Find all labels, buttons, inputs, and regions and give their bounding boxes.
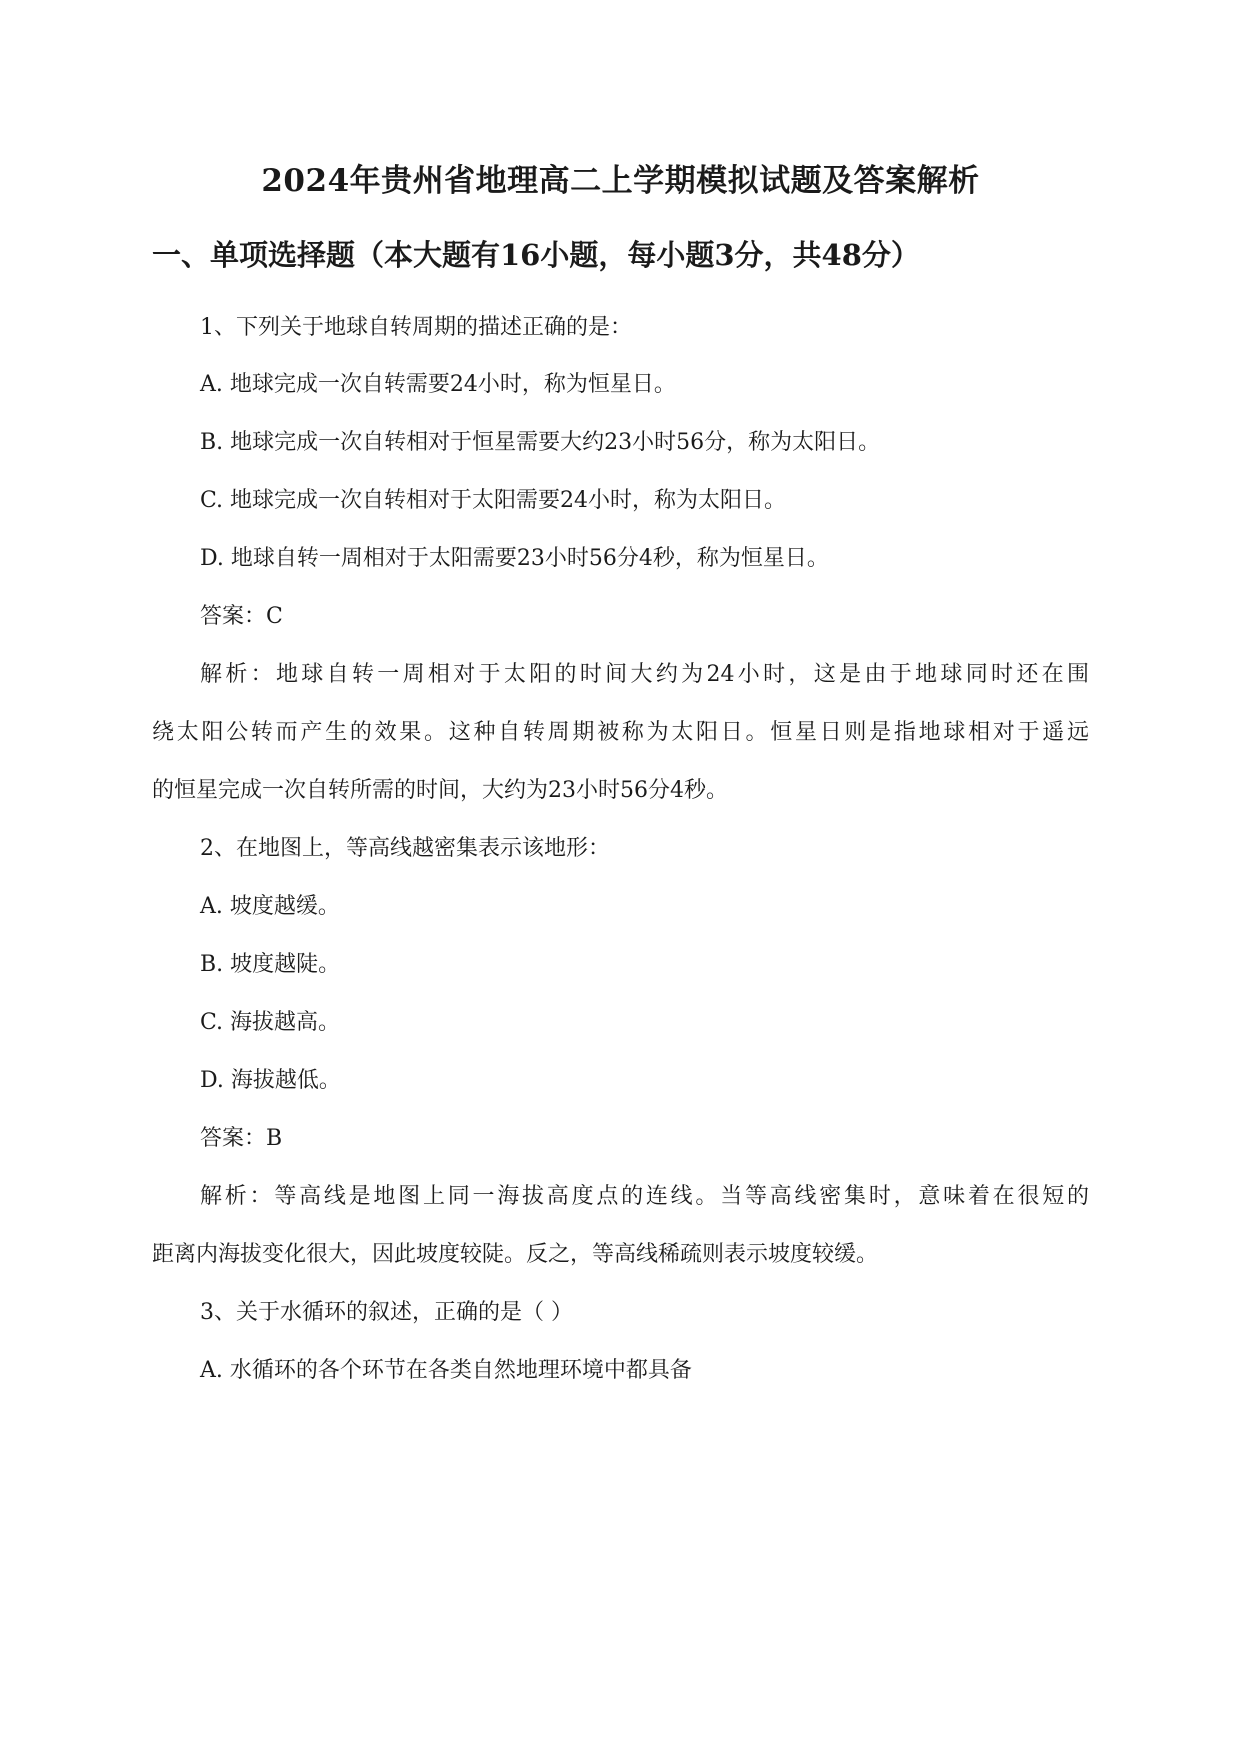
question-1-explanation-line-1: 解析：地球自转一周相对于太阳的时间大约为24小时，这是由于地球同时还在围: [200, 662, 1089, 687]
question-3-stem: 3、关于水循环的叙述，正确的是（ ）: [200, 1300, 573, 1325]
question-1-stem: 1、下列关于地球自转周期的描述正确的是：: [200, 315, 632, 340]
question-1-answer: 答案：C: [200, 604, 283, 629]
question-2-option-a: A. 坡度越缓。: [200, 894, 340, 919]
question-3-option-a: A. 水循环的各个环节在各类自然地理环境中都具备: [200, 1358, 692, 1383]
question-2-explanation-line-2: 距离内海拔变化很大，因此坡度较陡。反之，等高线稀疏则表示坡度较缓。: [152, 1242, 879, 1267]
question-2-option-b: B. 坡度越陡。: [200, 952, 341, 977]
question-1-explanation-line-2: 绕太阳公转而产生的效果。这种自转周期被称为太阳日。恒星日则是指地球相对于遥远: [152, 720, 1089, 745]
question-2-explanation-line-1: 解析：等高线是地图上同一海拔高度点的连线。当等高线密集时，意味着在很短的: [200, 1184, 1089, 1209]
question-1-option-b: B. 地球完成一次自转相对于恒星需要大约23小时56分，称为太阳日。: [200, 430, 881, 455]
question-1-option-d: D. 地球自转一周相对于太阳需要23小时56分4秒，称为恒星日。: [200, 546, 829, 571]
question-2-option-c: C. 海拔越高。: [200, 1010, 341, 1035]
question-2-answer: 答案：B: [200, 1126, 283, 1151]
section-heading: 一、单项选择题（本大题有16小题，每小题3分，共48分）: [152, 238, 920, 272]
question-2-stem: 2、在地图上，等高线越密集表示该地形：: [200, 836, 610, 861]
question-2-option-d: D. 海拔越低。: [200, 1068, 341, 1093]
question-1-option-a: A. 地球完成一次自转需要24小时，称为恒星日。: [200, 372, 676, 397]
question-1-explanation-line-3: 的恒星完成一次自转所需的时间，大约为23小时56分4秒。: [152, 778, 728, 803]
question-1-option-c: C. 地球完成一次自转相对于太阳需要24小时，称为太阳日。: [200, 488, 787, 513]
document-title: 2024年贵州省地理高二上学期模拟试题及答案解析: [261, 163, 980, 199]
